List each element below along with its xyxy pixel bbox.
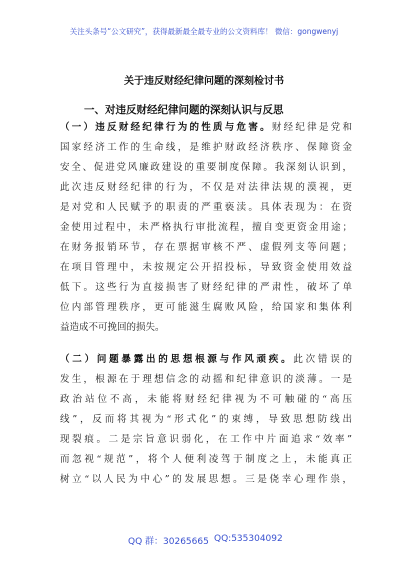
paragraph-line: 此次违反财经纪律的行为，不仅是对法律法规的漠视，更 [60, 182, 352, 193]
paragraph-1-heading: （一）违反财经纪律行为的性质与危害。 [60, 122, 272, 133]
paragraph-line: 在财务报销环节，存在票据审核不严、虚假列支等问题； [60, 242, 352, 253]
paragraph-line: 位内部管理秩序，更可能滋生腐败风险，给国家和集体利 [60, 302, 352, 313]
paragraph-line: 安全、促进党风廉政建设的重要制度保障。我深刻认识到， [60, 162, 352, 173]
document-title: 关于违反财经纪律问题的深刻检讨书 [124, 76, 284, 87]
paragraph-line: 树立“以人民为中心”的发展思想。三是侥幸心理作祟， [60, 474, 352, 485]
section-heading: 一、对违反财经纪律问题的深刻认识与反思 [84, 104, 284, 116]
paragraph-1-line-1 [60, 118, 352, 138]
footer-qq: QQ:535304092 [214, 534, 283, 544]
paragraph-line: 在项目管理中，未按规定公开招投标，导致资金使用效益 [60, 262, 352, 273]
paragraph-line: 政治站位不高，未能将财经纪律视为不可触碰的“高压 [60, 394, 352, 405]
paragraph-line: 线”，反而将其视为“形式化”的束缚，导致思想防线出 [60, 414, 352, 425]
paragraph-2 [60, 350, 352, 490]
paragraph-line: 国家经济工作的生命线，是维护财政经济秩序、保障资金 [60, 142, 352, 153]
paragraph-2-heading: （二）问题暴露出的思想根源与作风顽疾。 [60, 354, 294, 365]
paragraph-line: 金使用过程中，未严格执行审批流程，擅自变更资金用途； [60, 222, 352, 233]
paragraph-2-line-1 [60, 350, 352, 370]
footer-qq-group: QQ 群：30265665 [128, 537, 209, 547]
paragraph-1-line-1-text: 财经纪律是党和 [271, 122, 352, 133]
paragraph-line: 益造成不可挽回的损失。 [60, 322, 165, 333]
paragraph-line: 低下。这些行为直接损害了财经纪律的严肃性，破坏了单 [60, 282, 352, 293]
paragraph-1 [60, 118, 352, 338]
paragraph-line: 发生，根源在于理想信念的动摇和纪律意识的淡薄。一是 [60, 374, 352, 385]
header-banner: 关注头条号“公文研究”，获得最新最全最专业的公文资料库！ 微信：gongwenyj [69, 27, 339, 36]
paragraph-line: 是对党和人民赋予的职责的严重亵渎。具体表现为：在资 [60, 202, 352, 213]
paragraph-2-line-1-text: 此次错误的 [293, 354, 352, 365]
paragraph-line: 而忽视“规范”，将个人便利凌驾于制度之上，未能真正 [60, 454, 352, 465]
paragraph-line: 现裂痕。二是宗旨意识弱化，在工作中片面追求“效率” [60, 434, 352, 445]
